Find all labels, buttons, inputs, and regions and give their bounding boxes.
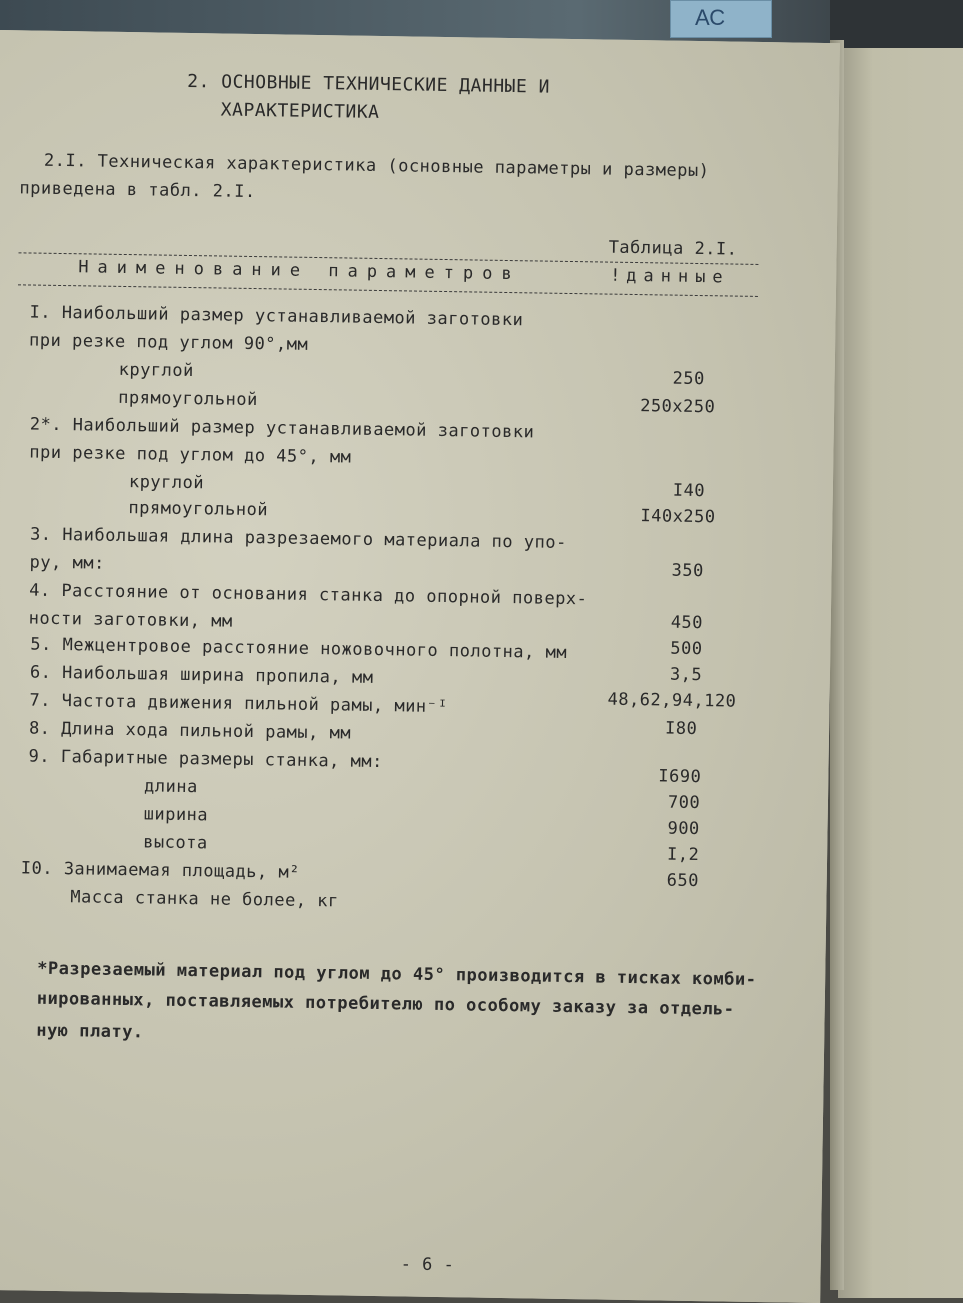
row-5-value: 500 [670,638,703,660]
row-8-value: I80 [664,718,698,740]
footnote-line1: *Разрезаемый материал под углом до 45° производится в тисках комби- [37,958,757,990]
row-2-rect-value: I40х250 [640,506,716,528]
row-6-label: 6. Наибольшая ширина пропила, мм [29,662,374,688]
row-10-label: I0. Занимаемая площадь, м² [20,858,301,883]
row-10-value: 650 [666,870,700,892]
row-1-label: I. Наибольший размер устанавливаемой заготовки [29,302,524,331]
row-2-rect-label: прямоугольной [128,498,269,521]
page-number: - 6 - [400,1254,455,1276]
row-6-value: 3,5 [669,664,703,686]
background-dark-object [830,0,963,50]
row-7-label: 7. Частота движения пильной рамы, мин⁻ᴵ [29,690,449,718]
footnote-line3: ную плату. [36,1020,144,1043]
row-1-rect-value: 250х250 [640,396,716,418]
row-5-label: 5. Межцентровое расстояние ножовочного полотна, мм [30,634,568,663]
document-page [0,30,840,1303]
row-9-length-value: 700 [667,792,701,814]
row-2-round-label: круглой [128,472,205,494]
row-1-round-value: 250 [672,368,705,390]
row-1b-label: при резке под углом 90°,мм [28,330,309,355]
row-11-label: Масса станка не более, кг [70,887,339,912]
table-header-separator: ! [610,265,622,286]
row-3b-label: ру, мм: [29,552,105,574]
row-9-height-value: I,2 [666,844,700,866]
intro-line1: 2.I. Техническая характеристика (основные параметры и размеры) [43,150,710,182]
row-3-value: 350 [671,560,704,582]
table-header-data: данные [626,265,730,288]
corner-text: АС [695,5,726,30]
row-4b-label: ности заготовки, мм [28,608,233,632]
row-8-label: 8. Длина хода пильной рамы, мм [28,718,352,744]
row-9-width-value: 900 [667,818,700,840]
row-1-round-label: круглой [118,359,194,382]
background-blue-tab [670,0,772,38]
row-2-round-value: I40 [672,480,706,502]
row-7-value: 48,62,94,120 [607,689,737,712]
row-9-height-label: высота [143,832,208,854]
intro-line2: приведена в табл. 2.I. [19,178,256,203]
table-label: Таблица 2.I. [608,237,738,260]
row-9-value: I690 [658,766,702,788]
row-2b-label: при резке под углом до 45°, мм [29,442,352,468]
row-3-label: 3. Наибольшая длина разрезаемого материала по упо- [29,524,567,553]
row-1-rect-label: прямоугольной [118,387,258,411]
row-4-label: 4. Расстояние от основания станка до опорной поверх- [29,580,588,610]
row-9-length-label: длина [143,776,198,798]
row-9-width-label: ширина [143,804,209,826]
row-2-label: 2*. Наибольший размер устанавливаемой заготовки [29,414,535,443]
row-4-value: 450 [670,612,704,634]
table-header-params: Наименование параметров [78,257,521,285]
next-page-edge [838,48,963,1298]
row-9-label: 9. Габаритные размеры станка, мм: [28,746,383,773]
section-heading-line2: ХАРАКТЕРИСТИКА [220,99,380,123]
section-heading-line1: 2. ОСНОВНЫЕ ТЕХНИЧЕСКИЕ ДАННЫЕ И [187,70,551,98]
footnote-line2: нированных, поставляемых потребителю по особому заказу за отдель- [36,988,735,1020]
